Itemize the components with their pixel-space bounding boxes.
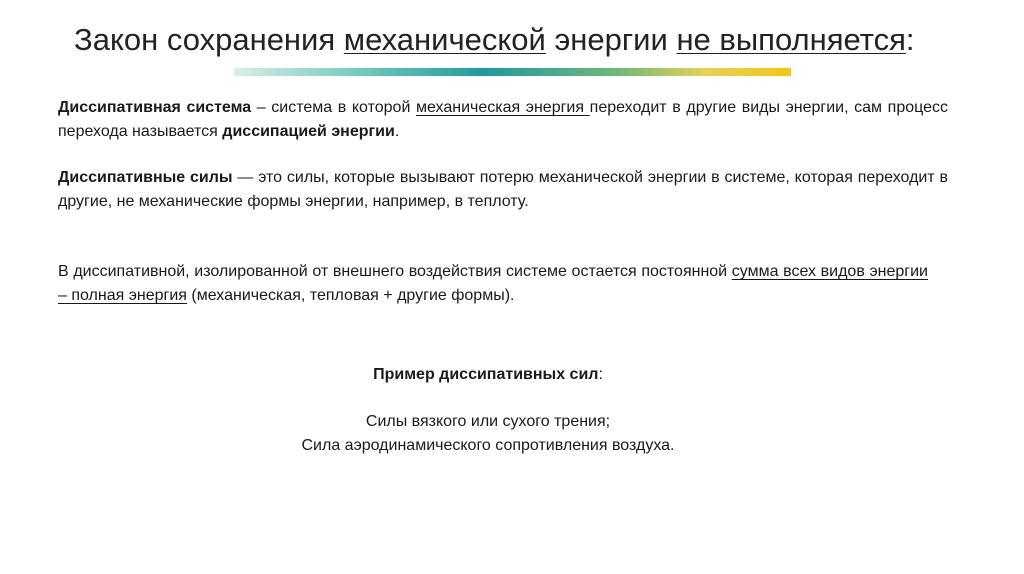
- p1-text-2: переходит в другие виды энергии, сам процесс перехода называется: [58, 99, 949, 140]
- paragraph-total-energy: [58, 260, 928, 308]
- p3-text-1: В диссипативной, изолированной от внешнего воздействия системе остается постоянной: [58, 263, 732, 280]
- example-list: [0, 410, 1000, 458]
- slide-title: [74, 20, 1014, 60]
- example-heading: [0, 363, 1000, 387]
- p3-text-2: (механическая, тепловая + другие формы).: [186, 287, 515, 304]
- p3-underlined-total-energy: сумма всех видов энергии – полная энергия: [58, 263, 928, 304]
- title-part-1: Закон сохранения: [74, 22, 344, 57]
- term-dissipative-forces: Диссипативные силы: [58, 169, 233, 186]
- paragraph-dissipative-system: [58, 96, 948, 144]
- title-underlined-mechanical: механической: [343, 22, 546, 57]
- title-accent-bar: [234, 68, 791, 76]
- title-underlined-not-fulfilled: не выполняется: [676, 22, 906, 57]
- term-energy-dissipation: диссипацией энергии: [222, 123, 395, 140]
- example-item: Силы вязкого или сухого трения;: [365, 413, 611, 430]
- title-colon: :: [905, 22, 915, 57]
- paragraph-dissipative-forces: [58, 166, 948, 214]
- p1-end: .: [394, 123, 400, 140]
- term-dissipative-system: Диссипативная система: [58, 99, 252, 116]
- p1-underlined-mechanical-energy: механическая энергия: [416, 99, 590, 116]
- example-heading-colon: :: [598, 366, 603, 383]
- example-heading-text: Пример диссипативных сил: [373, 366, 599, 383]
- p1-text-1: – система в которой: [251, 99, 416, 116]
- p2-text: — это силы, которые вызывают потерю механической энергии в системе, которая переходит в другие, не механические формы энергии, например, в теплоту.: [58, 169, 948, 210]
- title-part-3: энергии: [545, 22, 677, 57]
- example-item: Сила аэродинамического сопротивления воздуха.: [301, 437, 675, 454]
